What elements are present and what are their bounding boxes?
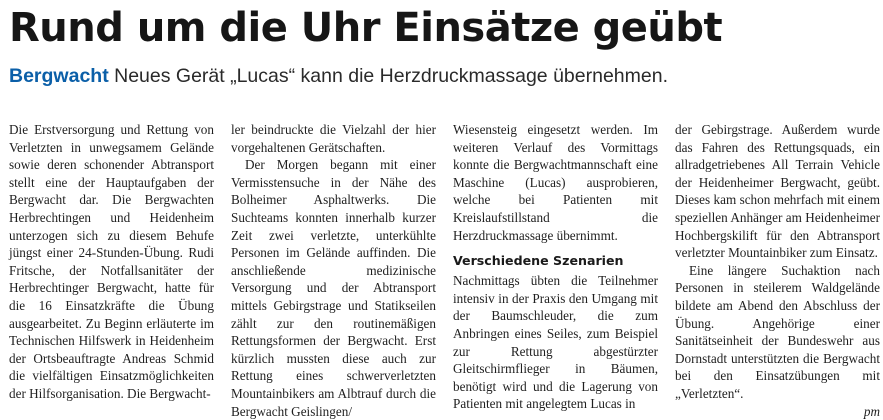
- article-column-4: [675, 121, 880, 420]
- crosshead: Verschiedene Szenarien: [453, 253, 658, 269]
- author-initials: pm: [864, 403, 880, 420]
- subheadline-text: Neues Gerät „Lucas“ kann die Herzdruckmassage übernehmen.: [114, 65, 668, 87]
- headline: Rund um die Uhr Einsätze geübt: [9, 2, 722, 54]
- kicker: Bergwacht: [9, 65, 109, 87]
- paragraph: Die Erstversorgung und Rettung von Verletzten in unwegsamem Gelände sowie deren schonender Abtransport stellt eine der Hauptaufgaben der Bergwacht dar. Die Bergwachten Herbrechtingen und Heidenheim unterzogen sich zu diesem Behufe jüngst einer 24-Stunden-Übung. Rudi Fritsche, der Notfallsanitäter der Herbrechtinger Bergwacht, hatte für die 16 Einsatzkräfte die Übung ausgearbeitet. Zu Beginn erläuterte im Technischen Hilfswerk in Heidenheim der Ortsbeauftragte Andreas Schmid die vielfältigen Einsatzmöglichkeiten der Hilfsorganisation. Die Bergwacht-: [9, 121, 214, 403]
- article-column-1: [9, 121, 214, 403]
- paragraph: der Gebirgstrage. Außerdem wurde das Fahren des Rettungsquads, ein allradgetriebenes All Terrain Vehicle der Heidenheimer Bergwacht, geübt. Dieses kam schon mehrfach mit einem speziellen Anhänger am Heidenheimer Hochbergskilift für den Abtransport verletzter Mountainbiker zum Einsatz.: [675, 121, 880, 262]
- article-column-2: [231, 121, 436, 420]
- paragraph: Wiesensteig eingesetzt werden. Im weiteren Verlauf des Vormittags konnte die Bergwachtmannschaft eine Maschine (Lucas) ausprobieren, welche bei Patienten mit Kreislaufstillstand die Herzdruckmassage übernimmt.: [453, 121, 658, 244]
- paragraph: Nachmittags übten die Teilnehmer intensiv in der Praxis den Umgang mit der Baumschleuder, die zum Anbringen eines Seiles, zum Beispiel zur Rettung abgestürzter Gleitschirmflieger in Bäumen, benötigt wird und die Lagerung von Patienten mit angelegtem Lucas in: [453, 272, 658, 413]
- paragraph: ler beindruckte die Vielzahl der hier vorgehaltenen Gerätschaften.: [231, 121, 436, 156]
- subheadline: [9, 63, 668, 89]
- paragraph: Der Morgen begann mit einer Vermisstensuche in der Nähe des Bolheimer Asphaltwerks. Die Suchteams konnten innerhalb kurzer Zeit zwei verletzte, unterkühlte Personen im Gelände auffinden. Die anschließende medizinische Versorgung und der Abtransport mittels Gebirgstrage und Statikseilen zählt zur den routinemäßigen Rettungsformen der Bergwacht. Erst kürzlich mussten diese auch zur Rettung eines schwerverletzten Mountainbikers am Albtrauf durch die Bergwacht Geislingen/: [231, 156, 436, 420]
- paragraph: Eine längere Suchaktion nach Personen in steilerem Waldgelände bildete am Abend den Abschluss der Übung. Angehörige einer Sanitätseinheit der Bundeswehr aus Dornstadt unterstützten die Bergwacht bei den Einsatzübungen mit „Verletzten“.: [675, 262, 880, 403]
- article-column-3: [453, 121, 658, 413]
